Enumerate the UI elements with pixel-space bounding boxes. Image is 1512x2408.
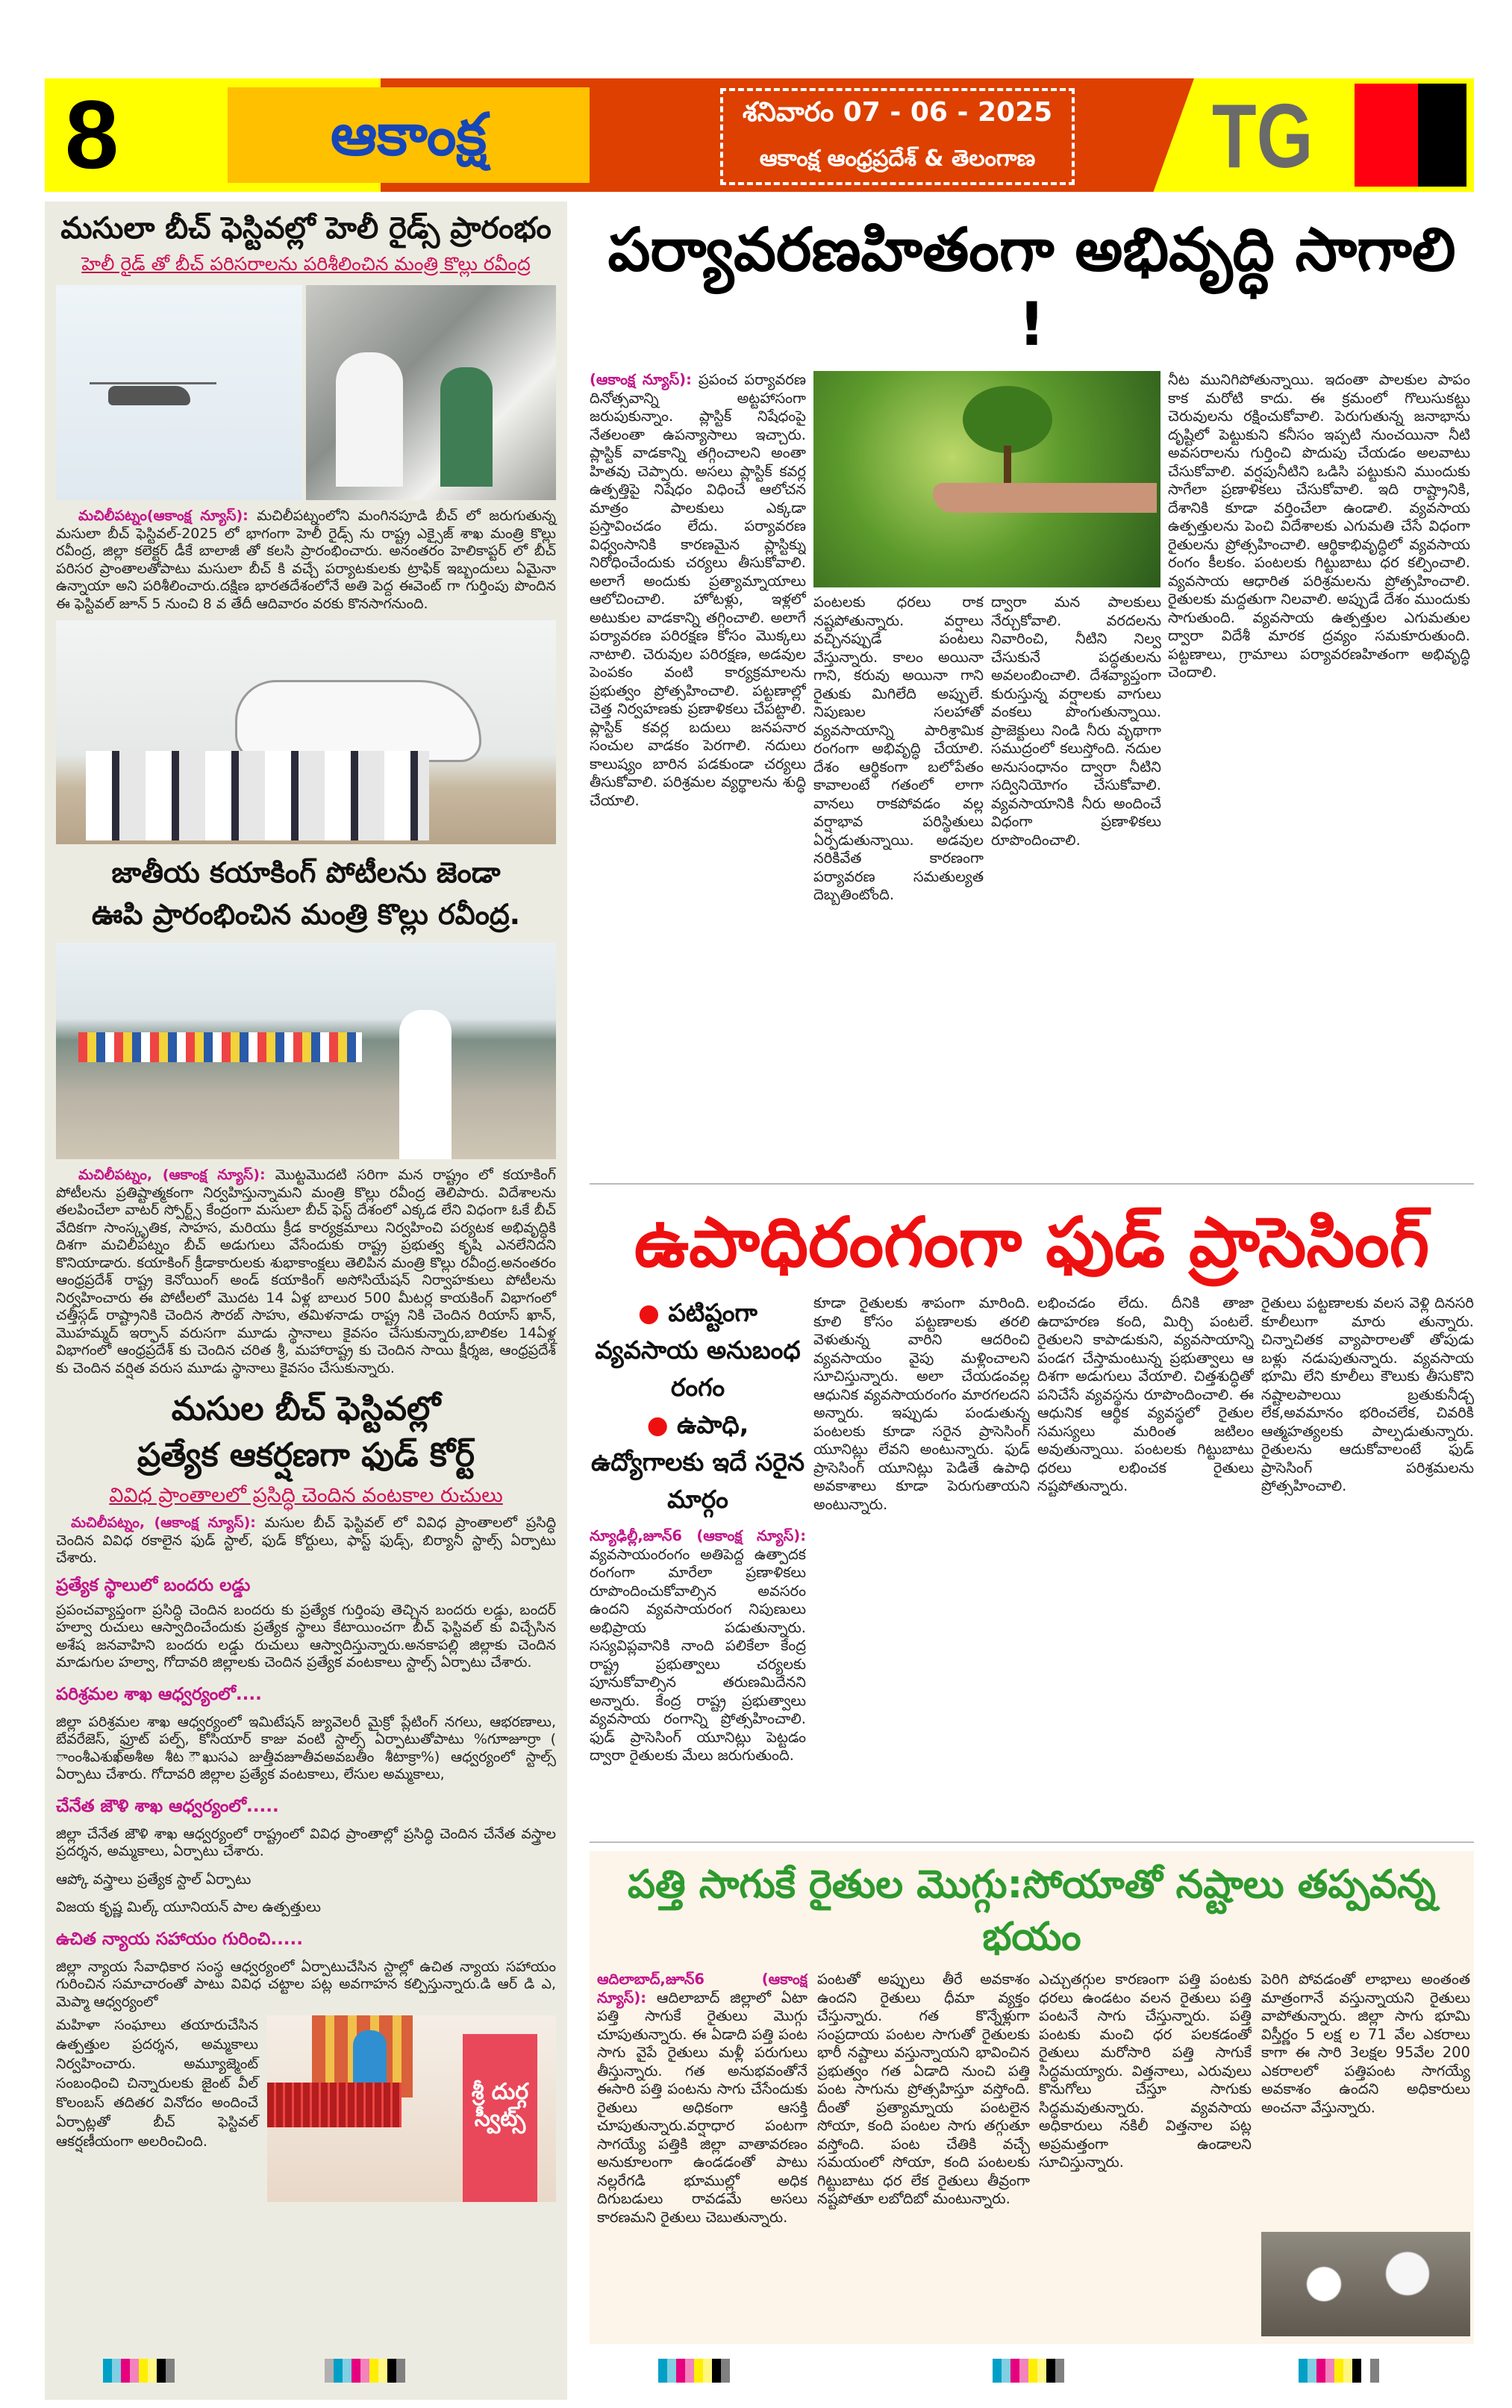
page-number: 8 [64, 80, 119, 189]
kayak-body: మచిలీపట్నం, (ఆకాంక్ష న్యూస్): మొట్టమొదటి సరిగా మన రాష్ట్రం లో కయాకింగ్ పోటీలను ప్రతిష్టాత్మకంగా నిర్వహిస్తున్నామని మంత్రి కొల్లు రవీంద్ర తెలిపారు. విదేశాలను తలపించేలా వాటర్ స్పోర్ట్స్ కేంద్రంగా మసులా బీచ్ ఫెస్ట్ దేశంలో ఎక్కడ లేని విధంగా ఓకే బీచ్ వేదికగా సాంస్కృతిక, సాహస, మరియు క్రీడ కార్యక్రమాలు నిర్వహించి పర్యటక అభివృద్ధికి దిశగా మచిలీపట్నం బీచ్ అడుగులు వేసేందుకు రాష్ట్ర ప్రభుత్వ కృషి ఎనలేనిదని కొనియాడారు. కయాకింగ్ క్రీడాకారులకు శుభాకాంక్షలు తెలిపిన మంత్రి కొల్లు రవీంద్ర.అనంతరం ఆంధ్రప్రదేశ్ రాష్ట్ర కెనోయింగ్ అండ్ కయాకింగ్ అసోసియేషన్ నిర్వాహకులు పోటీలను నిర్వహించారు ఈ పోటీలలో మొదట 14 ఏళ్ల బాలుర 500 మీటర్ల కాయకింగ్ విభాగంలో చత్తీస్గడ్ రాష్ట్రానికి చెందిన సౌరబ్ సాహు, తమిళనాడు రాష్ట్ర నికి చెందిన రియాస్ ఖాన్, మొహమ్మద్ ఇర్ఫాన్ వరుసగా మూడు స్థానాలు కైవసం చేసుకున్నారు,బాలికల 14ఏళ్ల విభాగంలో ఆంధ్రప్రదేశ్ కు చెందిన చరిత శ్రీ, మహారాష్ట్ర కు చెందిన సాయి క్షీర్శజ, ఆంధ్రప్రదేశ్ కు చెందిన వర్షిత వరుస మూడు స్థానాలు కైవసం చేసుకున్నారు. [56, 1167, 557, 1376]
date-box [720, 88, 1075, 185]
food-stall-photo [267, 2015, 556, 2202]
heli-subheadline: హెలీ రైడ్ తో బీచ్ పరిసరాలను పరిశీలించిన మంత్రి కొల్లు రవీంద్ర [81, 253, 531, 275]
environment-col-4: నీట మునిగిపోతున్నాయి. ఇదంతా పాలకుల పాపం కాక మరోటి కాదు. ఈ క్రమంలో గొలుసుకట్టు చెరువులను రక్షించుకోవాలి. పెరుగుతున్న జనాభాను దృష్టిలో పెట్టుకుని కనీసం ఇప్పటి నుంచయినా నీటి అవసరాలను గుర్తించి పొదుపు చేయడం అలవాటు చేసుకోవాలి. వర్షపునీటిని ఒడిసి పట్టుకుని ముందుకు సాగేలా ప్రణాళికలు చేసుకోవాలి. ఇది రాష్ట్రానికి, దేశానికి కూడా వర్తించేలా ఉండాలి. వ్యవసాయ ఉత్పత్తులను పెంచి విదేశాలకు ఎగుమతి చేసే విధంగా రైతులను ప్రోత్సహించాలి. ఆర్థికాభివృద్ధిలో వ్యవసాయ రంగం కీలకం. పంటలకు గిట్టుబాటు ధర కల్పించాలి. వ్యవసాయ ఆధారిత పరిశ్రమలను ప్రోత్సహించాలి. రైతులకు మద్దతుగా నిలవాలి. అప్పుడే దేశం ముందుకు సాగుతుంది. వ్యవసాయ ఉత్పత్తుల ఎగుమతుల ద్వారా విదేశీ మారక ద్రవ్యం సమకూరుతుంది. పట్టణాలు, గ్రామాలు పర్యావరణహితంగా అభివృద్ధి చెందాలి. [1168, 371, 1470, 681]
newspaper-logo[interactable] [228, 87, 590, 183]
cotton-article-box [590, 1851, 1474, 2344]
edition-name: ఆకాంక్ష ఆంధ్రప్రదేశ్ & తెలంగాణ [759, 145, 1036, 172]
print-color-bar [993, 2359, 1064, 2383]
cotton-col-4: పెరిగి పోవడంతో లాభాలు అంతంత మాత్రంగానే వస్తున్నాయని రైతులు వాపోతున్నారు. జిల్లా సాగు భూమి విస్తీర్ణం 5 లక్ష ల 71 వేల ఎకరాలు కాగా ఈ సారి 3లక్షల 95వేల 200 ఎకరాలలో పత్తిపంట సాగయ్యే అవకాశం ఉందని అధికారులు అంచనా వేస్తున్నారు. [1261, 1971, 1470, 2116]
print-color-bar [103, 2359, 175, 2383]
section-text: జిల్లా చేనేత జౌళి శాఖ ఆధ్వర్యంలో రాష్ట్రంలో వివిధ ప్రాంతాల్లో ప్రసిద్ధి చెందిన చేనేత వస్త్రాల ప్రదర్శన, అమ్మకాలు, ఏర్పాటు చేశారు. [56, 1825, 556, 1859]
legal-heading: ఉచిత న్యాయ సహాయం గురించి..... [56, 1929, 304, 1949]
cotton-right-stack [1261, 1971, 1470, 2336]
cotton-col-3: ఎచ్చుతగ్గుల కారణంగా పత్తి పంటకు ధరలు ఉండటం వలన రైతులు పత్తి పంటనే సాగు చేస్తున్నారు. పత్తి పంటకు మంచి ధర పలకడంతో రైతులు మరోసారి పత్తి సాగుకే సిద్ధమయ్యారు. విత్తనాలు, ఎరువులు కొనుగోలు చేస్తూ సాగుకు సిద్ధమవుతున్నారు. వ్యవసాయ అధికారులు నకిలీ విత్తనాల పట్ల అప్రమత్తంగా ఉండాలని సూచిస్తున్నారు. [1039, 1971, 1252, 2171]
legal-wrap-block [56, 2015, 556, 2202]
left-column [45, 202, 567, 2400]
kayak-headline: జాతీయ కయాకింగ్ పోటీలను జెండా ఊపి ప్రారంభించిన మంత్రి కొల్లు రవీంద్ర. [91, 856, 521, 931]
legal-text-wrap: మహిళా సంఘాలు తయారుచేసిన ఉత్పత్తుల ప్రదర్శన, అమ్మకాలు నిర్వహించారు. అమ్యూజ్మెంట్ సంబంధించి చిన్నారులకు జైంట్ వీల్ కొలంబస్ తదితర వినోదం అందించే ఏర్పాట్లతో బీచ్ ఫెస్టివల్ ఆకర్షణీయంగా అలరించింది. [56, 2017, 258, 2150]
environment-col-3: ద్వారా మన పాలకులు నేర్చుకోవాలి. వరదలను నివారించి, నీటిని నిల్వ చేసుకునే పద్ధతులను అవలంబించాలి. దేశవ్యాప్తంగా కురుస్తున్న వర్షాలకు వాగులు వంకలు పొంగుతున్నాయి. ప్రాజెక్టులు నిండి నీరు వృథాగా సముద్రంలో కలుస్తోంది. నదుల అనుసంధానం ద్వారా నీటిని సద్వినియోగం చేసుకోవాలి. వ్యవసాయానికి నీరు అందించే విధంగా ప్రణాళికలు రూపొందించాలి. [991, 593, 1161, 849]
bullet-item: ● పటిష్టంగా వ్యవసాయ అనుబంధ రంగం [595, 1298, 801, 1402]
cotton-photo [1261, 2232, 1470, 2336]
food-processing-columns [590, 1294, 1474, 1832]
food-processing-left-stack [590, 1294, 806, 1832]
food-processing-col-2: కూడా రైతులకు శాపంగా మారింది. కూలి కోసం పట్టణాలకు తరలి వెళుతున్న వారిని ఆదరించి వ్యవసాయం వైపు మళ్లించాలని సూచిస్తున్నారు. అలా చేయడంవల్ల ఆధునిక వ్యవసాయరంగం మారగలదని అన్నారు. ఇప్పుడు పండుతున్న పంటలకు కూడా సరైన ప్రాసెసింగ్ యూనిట్లు లేవని అంటున్నారు. ఫుడ్ ప్రాసెసింగ్ యూనిట్లు పెడితే ఉపాధి అవకాశాలు కూడా పెరుగుతాయని అంటున్నారు. [813, 1294, 1030, 1513]
food-processing-article [590, 1202, 1474, 1832]
cotton-headline: పత్తి సాగుకే రైతుల మొగ్గు:సోయాతో నష్టాలు తప్పవన్న భయం [628, 1862, 1436, 1959]
section-text: జిల్లా పరిశ్రమల శాఖ ఆధ్వర్యంలో ఇమిటేషన్ జ్యువెలరీ మైక్రో ప్లేటింగ్ నగలు, ఆభరణాలు, బేవరేజెస్, ఫ్రూట్ పల్ప్, కోసియార్ కాజు వంటి స్టాల్స్ ఏర్పాటుతోపాటు %గూాజూర్రా ( ాంంశీఎశుఖ్అశీఅ శీట ౌఖుసఎ జుత్తీవజూతీవఅవబతీం శీటాక్రా%) ఆధ్వర్యంలో స్టాల్స్ ఏర్పాటు చేశారు. గోదావరి జిల్లాల ప్రత్యేక వంటకాలు, లేసుల అమ్మకాలు, [56, 1713, 556, 1782]
print-color-bar [1299, 2359, 1379, 2383]
bullet-item: ● ఉపాధి, ఉద్యోగాలకు ఇదే సరైన మార్గం [590, 1410, 805, 1514]
divider [590, 1841, 1474, 1843]
food-processing-col-3: లభించడం లేదు. దీనికి తాజా ఉదాహరణ కంది, మిర్చి పంటలే. రైతులని కాపాడుకుని, వ్యవసాయాన్ని పండగ చేస్తామంటున్న ప్రభుత్వాలు ఆ దిశగా అడుగులు వేయాలి. చిత్తశుద్ధితో పనిచేసే వ్యవస్థను రూపొందించాలి. ఈ ఆధునిక ఆర్థిక వ్యవస్థలో రైతుల సమస్యలు మరింత జటిలం అవుతున్నాయి. పంటలకు గిట్టుబాటు ధరలు లభించక రైతులు నష్టపోతున్నారు. [1037, 1294, 1254, 1494]
color-flag [1355, 84, 1466, 187]
section-text: ప్రపంచవ్యాప్తంగా ప్రసిద్ధి చెందిన బందరు కు ప్రత్యేక గుర్తింపు తెచ్చిన బందరు లడ్డు, బందర్ హల్వా రుచులు ఆస్వాదించేందుకు ప్రత్యేక స్థాలు కేటాయించగా బీచ్ ఫెస్టివల్ కు విచ్చేసిన అశేష జనవాహిని బందరు లడ్డు రుచులు ఆస్వాదిస్తున్నారు.అనకాపల్లి జిల్లాకు చెందిన మాడుగుల హల్వా, గోదావరి జిల్లాలకు చెందిన ప్రత్యేక వంటకాలు స్టాల్స్ ఏర్పాటు చేశారు. [56, 1601, 556, 1671]
environment-article [590, 213, 1474, 1172]
heli-photo-row [56, 285, 556, 500]
apco-line: ఆప్కో వస్త్రాలు ప్రత్యేక స్టాల్ ఏర్పాటు [56, 1871, 252, 1888]
print-color-bar [658, 2359, 730, 2383]
section-heading: ప్రత్యేక స్థాలులో బందరు లడ్డు [56, 1575, 251, 1595]
helicopter-group-photo [56, 620, 556, 844]
section-heading: చేనేత జౌళి శాఖ ఆధ్వర్యంలో..... [56, 1796, 279, 1816]
region-code: TG [1212, 85, 1313, 187]
print-color-bar [325, 2359, 405, 2383]
food-processing-bullets [590, 1294, 806, 1518]
section-heading: పరిశ్రమల శాఖ ఆధ్వర్యంలో.... [56, 1684, 262, 1704]
food-processing-headline: ఉపాధిరంగంగా ఫుడ్ ప్రాసెసింగ్ [634, 1203, 1430, 1282]
food-court-headline: మసుల బీచ్ ఫెస్టివల్లో ప్రత్యేక ఆకర్షణగా ఫుడ్ కోర్ట్ [137, 1390, 475, 1474]
legal-text: జిల్లా న్యాయ సేవాధికార సంస్థ ఆధ్వర్యంలో ఏర్పాటుచేసిన స్టాల్లో ఉచిత న్యాయ సహాయం గురించిన సమాచారంతో పాటు వివిధ చట్టాల పట్ల అవగాహన కల్పిస్తున్నారు.డి ఆర్ డి ఎ, మెప్మా ఆధ్వర్యంలో [56, 1958, 556, 2010]
issue-date: శనివారం 07 - 06 - 2025 [742, 96, 1053, 128]
tree-in-hands-photo [813, 371, 1160, 587]
food-processing-col-1: న్యూఢిల్లీ,జూన్6 (ఆకాంక్ష న్యూస్): వ్యవసాయంరంగం అతిపెద్ద ఉత్పాదక రంగంగా మారేలా ప్రణాళికలు రూపొందించుకోవాల్సిన అవసరం ఉందని వ్యవసాయరంగ నిపుణులు అభిప్రాయ పడుతున్నారు. సస్యవిప్లవానికి నాంది పలికేలా కేంద్ర రాష్ట్ర ప్రభుత్వాలు చర్యలకు పూనుకోవాల్సిన తరుణమిదేనని అన్నారు. కేంద్ర రాష్ట్ర ప్రభుత్వాలు వ్యవసాయ రంగాన్ని ప్రోత్సహించాలి. ఫుడ్ ప్రాసెసింగ్ యూనిట్లు పెట్టడం ద్వారా రైతులకు మేలు జరుగుతుంది. [590, 1527, 806, 1764]
divider [590, 1183, 1474, 1185]
environment-columns [590, 371, 1474, 1172]
food-court-intro: మచిలీపట్నం, (ఆకాంక్ష న్యూస్): మసుల బీచ్ ఫెస్టివల్ లో వివిధ ప్రాంతాలలో ప్రసిద్ధి చెందిన వివిధ రకాలైన ఫుడ్ స్టాల్, ఫుడ్ కోర్టులు, ఫాస్ట్ ఫుడ్స్, బిర్యానీ స్టాల్స్ ఏర్పాటు చేశారు. [56, 1515, 556, 1566]
cotton-col-1: ఆదిలాబాద్,జూన్6 (ఆకాంక్ష న్యూస్): ఆదిలాబాద్ జిల్లాలో ఏటా పత్తి సాగుకే రైతులు మొగ్గు చూపుతున్నారు. ఈ ఏడాది పత్తి పంట సాగు వైపే రైతులు మళ్లీ పరుగులు తీస్తున్నారు. గత అనుభవంతోనే ఈసారి పత్తి పంటను సాగు చేసేందుకు రైతులు అధికంగా ఆసక్తి చూపుతున్నారు.వర్షాధార పంటగా సాగయ్యే పత్తికి జిల్లా వాతావరణం అనుకూలంగా ఉండడంతో పాటు నల్లరేగడి భూముల్లో అధిక దిగుబడులు రావడమే అసలు కారణమని రైతులు చెబుతున్నారు. [597, 1971, 807, 2226]
stall-sign: శ్రీ దుర్గ స్వీట్స్ [463, 2034, 537, 2202]
minister-in-helicopter-photo [306, 285, 556, 500]
food-processing-col-4: రైతులు పట్టణాలకు వలస వెళ్లి దినసరి కూలీలుగా మారు తున్నారు. చిన్నాచితక వ్యాపారాలతో తోపుడు బళ్లు నడుపుతున్నారు. వ్యవసాయ భూమి లేని కూలీలు కౌలుకు తీసుకొని నష్టాలపాలయి బ్రతుకునీడ్చ లేక,అవమానం భరించలేక, చివరికి ఆత్మహత్యలకు పాల్పడుతున్నారు. రైతులను ఆదుకోవాలంటే ఫుడ్ ప్రాసెసింగ్ పరిశ్రమలను ప్రోత్సహించాలి. [1261, 1294, 1474, 1494]
kayak-event-photo [56, 943, 556, 1159]
heli-body: మచిలీపట్నం(ఆకాంక్ష న్యూస్): మచిలీపట్నంలోని మంగినపూడి బీచ్ లో జరుగుతున్న మసులా బీచ్ ఫెస్టివల్-2025 లో భాగంగా హెలీ రైడ్స్ ను రాష్ట్ర ఎక్సైజ్ శాఖ మంత్రి కొల్లు రవీంద్ర, జిల్లా కలెక్టర్ డీకే బాలాజీ తో కలసి ప్రారంభించారు. అనంతరం హెలికాప్టర్ లో బీచ్ పరిసర ప్రాంతాలతోపాటు మసులా బీచ్ కి వచ్చే పర్యాటకులకు ట్రాఫిక్ ఇబ్బందులు ఏమైనా ఉన్నాయా అని పరిశీలించారు.దక్షిణ భారతదేశంలోనే అతి పెద్ద ఈవెంట్ గా గుర్తింపు పొందిన ఈ ఫెస్టివల్ జూన్ 5 నుంచి 8 వ తేదీ ఆదివారం వరకు కొనసాగనుంది. [56, 508, 556, 612]
environment-col-1: (ఆకాంక్ష న్యూస్): ప్రపంచ పర్యావరణ దినోత్సవాన్ని అట్టహాసంగా జరుపుకున్నాం. ప్లాస్టిక్ నిషేధంపై నేతలంతా ఉపన్యాసాలు ఇచ్చారు. ప్లాస్టిక్ వాడకాన్ని తగ్గించాలని అంతా హితవు చెప్పారు. అసలు ప్లాస్టిక్ కవర్ల ఉత్పత్తిపై నిషేధం విధించే ఆలోచన మాత్రం పాలకులు ఎక్కడా ప్రస్తావించడం లేదు. పర్యావరణ విధ్వంసానికి కారణమైన ప్లాస్టిక్ను నిరోధించేందుకు చర్యలు తీసుకోవాలి. అలాగే అందుకు ప్రత్యామ్నాయాలు ఆలోచించాలి. హోటళ్లు, ఇళ్లలో అటుకుల వాడకాన్ని తగ్గించాలి. అలాగే పర్యావరణ పరిరక్షణ కోసం మొక్కలు నాటాలి. చెరువుల పరిరక్షణ, అడవుల పెంపకం వంటి కార్యక్రమాలను ప్రభుత్వం ప్రోత్సహించాలి. పట్టణాల్లో చెత్త నిర్వహణకు ప్రణాళికలు చేపట్టాలి. ప్లాస్టిక్ కవర్ల బదులు జనపనార సంచుల వాడకం పెరగాలి. నదులు కాలుష్యం బారిన పడకుండా చర్యలు తీసుకోవాలి. పరిశ్రమల వ్యర్థాలను శుద్ధి చేయాలి. [590, 371, 806, 809]
milk-line: విజయ కృష్ణ మిల్క్ యూనియన్ పాల ఉత్పత్తులు [56, 1899, 322, 1915]
logo-text: ఆకాంక్ష [330, 102, 487, 169]
environment-headline: పర్యావరణహితంగా అభివృద్ధి సాగాలి ! [607, 215, 1456, 359]
cotton-columns [590, 1971, 1474, 2336]
helicopter-photo [56, 285, 302, 500]
cotton-col-2: పంటతో అప్పులు తీరే అవకాశం ఉందని రైతులు ధీమా వ్యక్తం చేస్తున్నారు. గత కొన్నేళ్లుగా సంప్రదాయ పంటల సాగుతో రైతులకు భారీ నష్టాలు వస్తున్నాయని భావించిన ప్రభుత్వం గత ఏడాది నుంచి పత్తి పంట సాగును ప్రోత్సహిస్తూ వస్తోంది. దీంతో ప్రత్యామ్నాయ పంటలైన సోయా, కంది పంటల సాగు తగ్గుతూ వస్తోంది. పంట చేతికి వచ్చే సమయంలో సోయా, కంది పంటలకు గిట్టుబాటు ధర లేక రైతులు తీవ్రంగా నష్టపోతూ లబోదిబో మంటున్నారు. [817, 1971, 1030, 2207]
heli-headline: మసులా బీచ్ ఫెస్టివల్లో హెలీ రైడ్స్ ప్రారంభం [60, 211, 552, 246]
food-court-subheadline: వివిధ ప్రాంతాలలో ప్రసిద్ధి చెందిన వంటకాల రుచులు [109, 1484, 503, 1507]
food-court-sections [56, 1573, 556, 2012]
environment-col-2: పంటలకు ధరలు రాక నష్టపోతున్నారు. వర్షాలు వచ్చినప్పుడే పంటలు వేస్తున్నారు. కాలం అయినా గాని, కరువు అయినా గాని రైతుకు మిగిలేది అప్పులే. నిపుణుల సలహాతో వ్యవసాయాన్ని పారిశ్రామిక రంగంగా అభివృద్ధి చేయాలి. దేశం ఆర్థికంగా బలోపేతం కావాలంటే గతంలో లాగా వానలు రాకపోవడం వల్ల వర్షాభావ పరిస్థితులు ఏర్పడుతున్నాయి. అడవుల నరికివేత కారణంగా పర్యావరణ సమతుల్యత దెబ్బతింటోంది. [813, 593, 984, 903]
